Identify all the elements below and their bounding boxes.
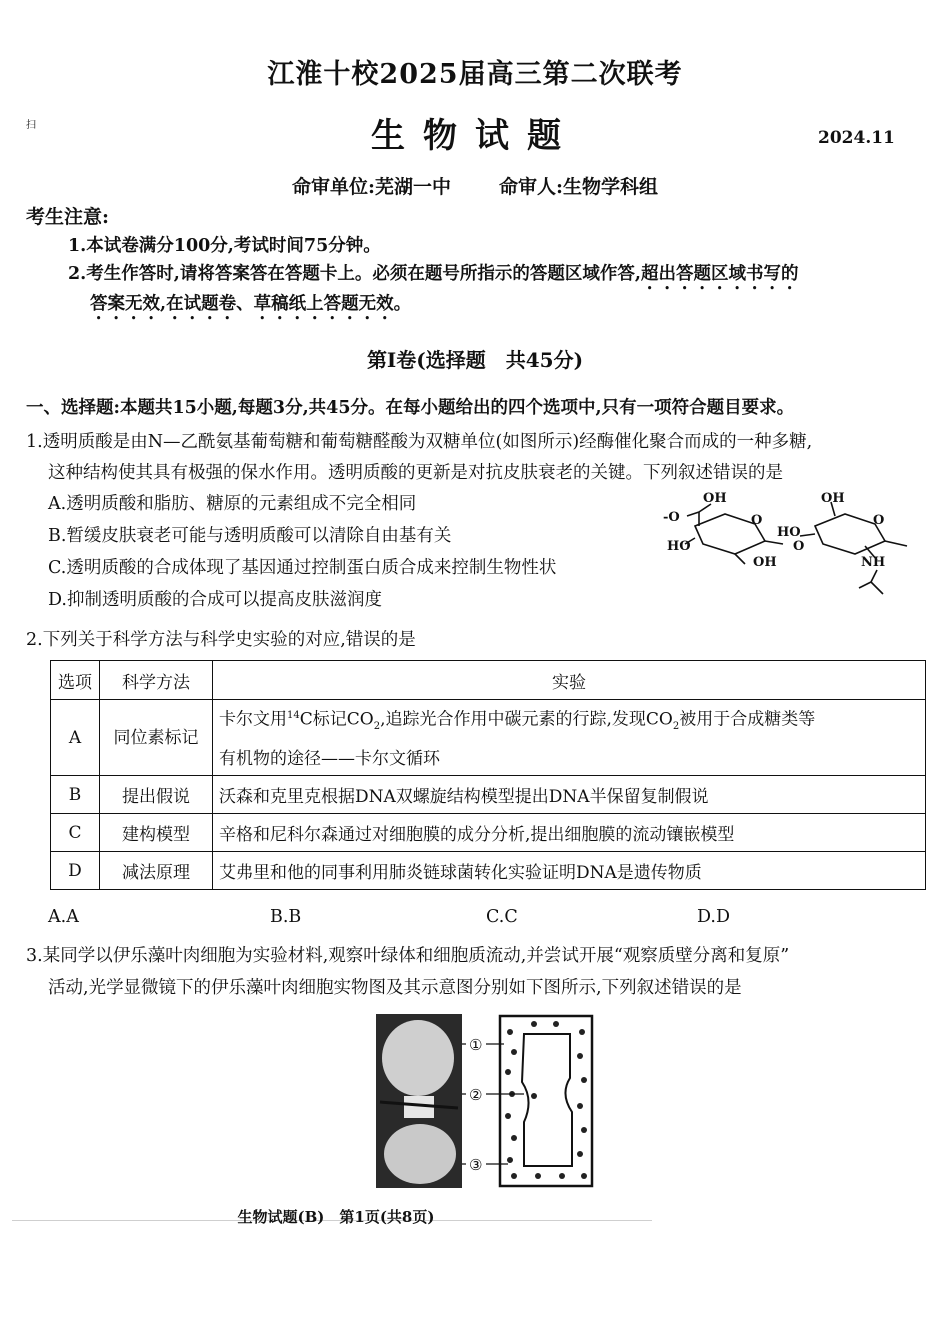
notice-item-2-emphasis: 超出答题区域书写的 [640, 264, 799, 284]
notice-heading: 考生注意: [26, 206, 110, 228]
label-o-ring-2: O [873, 513, 885, 528]
header-option: 选项 [51, 661, 100, 700]
header-method: 科学方法 [100, 661, 213, 700]
label-oh-1: OH [703, 491, 727, 506]
row-d-option: D [51, 852, 100, 890]
table-header-row [51, 661, 926, 700]
q2-answer-d: D.D [697, 907, 731, 927]
setter-unit: 命审单位:芜湖一中 [291, 176, 451, 198]
row-a-experiment [213, 700, 926, 776]
q3-stem-line-2: 活动,光学显微镜下的伊乐藻叶肉细胞实物图及其示意图分别如下图所示,下列叙述错误的是 [48, 978, 742, 998]
setter-line [0, 172, 950, 199]
label-neg-o: -O [663, 510, 680, 525]
table-row [51, 700, 926, 776]
part-title: 第Ⅰ卷(选择题 共45分) [366, 348, 584, 372]
row-b-experiment: 沃森和克里克根据DNA双螺旋结构模型提出DNA半保留复制假说 [213, 776, 926, 814]
section-title: 一、选择题:本题共15小题,每题3分,共45分。在每小题给出的四个选项中,只有一项符合题目要求。 [26, 398, 795, 418]
q3-stem-line-1: 3.某同学以伊乐藻叶肉细胞为实验材料,观察叶绿体和细胞质流动,并尝试开展“观察质壁分离和复原” [26, 946, 790, 966]
row-a-text-4: 被用于合成糖类等 [679, 709, 816, 730]
header-experiment: 实验 [213, 661, 926, 700]
exam-title: 江淮十校2025届高三第二次联考 [267, 59, 683, 90]
row-a-text-3: ,追踪光合作用中碳元素的行踪,发现CO [380, 709, 673, 730]
hyaluronic-acid-structure [655, 486, 930, 598]
notice-item-1: 1.本试卷满分100分,考试时间75分钟。 [68, 236, 381, 256]
corner-mark: 扫 [26, 120, 36, 131]
row-a-text-1: 卡尔文用 [219, 709, 287, 730]
notice-item-2 [68, 260, 798, 294]
q2-stem: 2.下列关于科学方法与科学史实验的对应,错误的是 [26, 630, 416, 650]
label-ho-1: HO [667, 539, 691, 554]
q2-answer-a: A.A [48, 907, 79, 927]
label-oh-2: OH [753, 555, 777, 570]
label-1: ① [469, 1036, 483, 1054]
q1-option-c: C.透明质酸的合成体现了基因通过控制蛋白质合成来控制生物性状 [48, 558, 557, 578]
row-c-experiment: 辛格和尼科尔森通过对细胞膜的成分分析,提出细胞膜的流动镶嵌模型 [213, 814, 926, 852]
table-row [51, 814, 926, 852]
label-3: ③ [469, 1156, 483, 1174]
q2-answer-c: C.C [486, 907, 518, 927]
q1-stem-line-1: 1.透明质酸是由N—乙酰氨基葡萄糖和葡萄糖醛酸为双糖单位(如图所示)经酶催化聚合而成的一种多糖, [26, 432, 813, 452]
notice-item-2-text: 2.考生作答时,请将答案答在答题卡上。必须在题号所指示的答题区域作答, [68, 264, 641, 284]
label-nh: NH [861, 555, 886, 570]
table-row [51, 852, 926, 890]
row-a-text-5: 有机物的途径——卡尔文循环 [219, 749, 440, 770]
q1-stem-line-2: 这种结构使其具有极强的保水作用。透明质酸的更新是对抗皮肤衰老的关键。下列叙述错误的是 [48, 463, 783, 483]
row-a-isotope: 14 [287, 710, 300, 721]
row-a-sub-1: 2 [373, 721, 381, 733]
table-row [51, 776, 926, 814]
row-d-method: 减法原理 [100, 852, 213, 890]
subject-title: 生物试题 [371, 116, 579, 156]
exam-date: 2024.11 [818, 128, 895, 148]
row-a-sub-2: 2 [672, 721, 680, 733]
label-o-ring-1: O [751, 513, 763, 528]
q1-option-b: B.暂缓皮肤衰老可能与透明质酸可以清除自由基有关 [48, 526, 452, 546]
row-a-text-2: C标记CO [299, 709, 374, 730]
row-c-option: C [51, 814, 100, 852]
row-c-method: 建构模型 [100, 814, 213, 852]
row-a-method: 同位素标记 [100, 700, 213, 776]
q2-table [50, 660, 926, 890]
q1-option-d: D.抑制透明质酸的合成可以提高皮肤滋润度 [48, 590, 382, 610]
row-b-method: 提出假说 [100, 776, 213, 814]
label-2: ② [469, 1086, 483, 1104]
row-b-option: B [51, 776, 100, 814]
row-d-experiment: 艾弗里和他的同事利用肺炎链球菌转化实验证明DNA是遗传物质 [213, 852, 926, 890]
row-a-option: A [51, 700, 100, 776]
label-oh-3: OH [821, 491, 845, 506]
page-footer: 生物试题(B) 第1页(共8页) [237, 1208, 435, 1226]
q2-answer-b: B.B [270, 907, 302, 927]
notice-item-2-continued: 答案无效,在试题卷、草稿纸上答题无效。 [90, 294, 412, 314]
label-o-link: O [793, 539, 805, 554]
setter-person: 命审人:生物学科组 [499, 176, 659, 198]
q1-option-a: A.透明质酸和脂肪、糖原的元素组成不完全相同 [48, 494, 417, 514]
cell-wall-schematic [500, 1016, 592, 1186]
label-ho-2: HO [777, 525, 801, 540]
cell-micrograph-figure [374, 1012, 598, 1192]
